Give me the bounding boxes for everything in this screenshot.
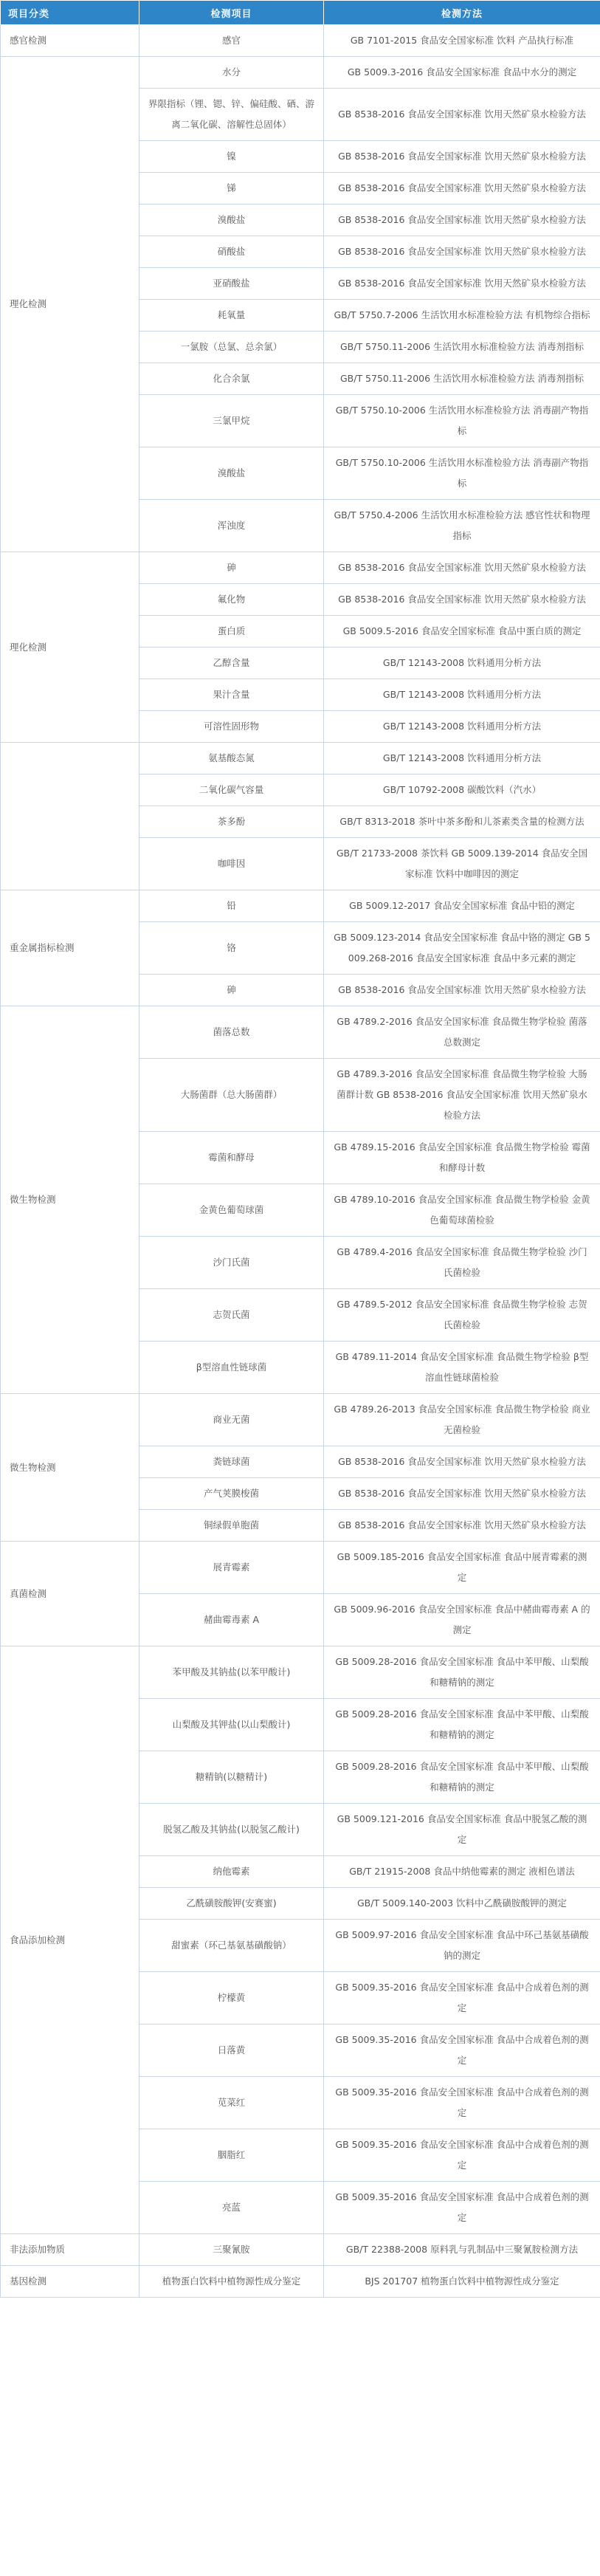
method-cell: GB 5009.35-2016 食品安全国家标准 食品中合成着色剂的测定 <box>324 2024 600 2077</box>
table-row <box>1 57 600 89</box>
item-cell: 苋菜红 <box>139 2077 324 2129</box>
method-cell: GB 4789.10-2016 食品安全国家标准 食品微生物学检验 金黄色葡萄球菌检验 <box>324 1184 600 1237</box>
method-cell: GB/T 21733-2008 茶饮料 GB 5009.139-2014 食品安全国家标准 饮料中咖啡因的测定 <box>324 838 600 890</box>
item-cell: 砷 <box>139 552 324 584</box>
item-cell: 氟化物 <box>139 584 324 616</box>
method-cell: GB 5009.35-2016 食品安全国家标准 食品中合成着色剂的测定 <box>324 2129 600 2182</box>
category-cell <box>1 743 139 890</box>
method-cell: BJS 201707 植物蛋白饮料中植物源性成分鉴定 <box>324 2266 600 2298</box>
method-cell: GB 5009.28-2016 食品安全国家标准 食品中苯甲酸、山梨酸和糖精钠的测定 <box>324 1699 600 1751</box>
method-cell: GB 7101-2015 食品安全国家标准 饮料 产品执行标准 <box>324 25 600 57</box>
item-cell: 可溶性固形物 <box>139 711 324 743</box>
category-cell: 理化检测 <box>1 552 139 743</box>
item-cell: 柠檬黄 <box>139 1972 324 2024</box>
method-cell: GB 5009.5-2016 食品安全国家标准 食品中蛋白质的测定 <box>324 616 600 648</box>
method-cell: GB 8538-2016 食品安全国家标准 饮用天然矿泉水检验方法 <box>324 1510 600 1542</box>
method-cell: GB/T 5750.10-2006 生活饮用水标准检验方法 消毒副产物指标 <box>324 395 600 447</box>
method-cell: GB 5009.35-2016 食品安全国家标准 食品中合成着色剂的测定 <box>324 2077 600 2129</box>
item-cell: 果汁含量 <box>139 679 324 711</box>
method-cell: GB 8538-2016 食品安全国家标准 饮用天然矿泉水检验方法 <box>324 141 600 173</box>
method-cell: GB/T 12143-2008 饮料通用分析方法 <box>324 711 600 743</box>
table-row <box>1 1542 600 1594</box>
item-cell: 商业无菌 <box>139 1394 324 1446</box>
method-cell: GB 5009.123-2014 食品安全国家标准 食品中铬的测定 GB 5009.268-2016 食品安全国家标准 食品中多元素的测定 <box>324 922 600 975</box>
method-cell: GB 8538-2016 食品安全国家标准 饮用天然矿泉水检验方法 <box>324 89 600 141</box>
method-cell: GB 8538-2016 食品安全国家标准 饮用天然矿泉水检验方法 <box>324 584 600 616</box>
item-cell: 霉菌和酵母 <box>139 1132 324 1184</box>
table-row <box>1 743 600 774</box>
table-header-row <box>1 1 600 25</box>
item-cell: 感官 <box>139 25 324 57</box>
method-cell: GB/T 8313-2018 茶叶中茶多酚和儿茶素类含量的检测方法 <box>324 806 600 838</box>
item-cell: 金黄色葡萄球菌 <box>139 1184 324 1237</box>
table-row <box>1 1646 600 1699</box>
item-cell: 蛋白质 <box>139 616 324 648</box>
method-cell: GB/T 10792-2008 碳酸饮料（汽水） <box>324 774 600 806</box>
method-cell: GB/T 12143-2008 饮料通用分析方法 <box>324 743 600 774</box>
item-cell: 硝酸盐 <box>139 236 324 268</box>
item-cell: 耗氧量 <box>139 300 324 332</box>
method-cell: GB/T 5750.10-2006 生活饮用水标准检验方法 消毒副产物指标 <box>324 447 600 500</box>
category-cell: 微生物检测 <box>1 1006 139 1394</box>
table-row <box>1 890 600 922</box>
method-cell: GB/T 5750.4-2006 生活饮用水标准检验方法 感官性状和物理指标 <box>324 500 600 552</box>
method-cell: GB 8538-2016 食品安全国家标准 饮用天然矿泉水检验方法 <box>324 1478 600 1510</box>
item-cell: 铅 <box>139 890 324 922</box>
method-cell: GB/T 22388-2008 原料乳与乳制品中三聚氰胺检测方法 <box>324 2234 600 2266</box>
table-body <box>1 25 600 2298</box>
item-cell: 日落黄 <box>139 2024 324 2077</box>
item-cell: 咖啡因 <box>139 838 324 890</box>
method-cell: GB 5009.35-2016 食品安全国家标准 食品中合成着色剂的测定 <box>324 1972 600 2024</box>
header-category: 项目分类 <box>1 1 139 25</box>
item-cell: 砷 <box>139 975 324 1006</box>
item-cell: 二氧化碳气容量 <box>139 774 324 806</box>
method-cell: GB 4789.4-2016 食品安全国家标准 食品微生物学检验 沙门氏菌检验 <box>324 1237 600 1289</box>
item-cell: 纳他霉素 <box>139 1856 324 1888</box>
item-cell: 产气荚膜梭菌 <box>139 1478 324 1510</box>
item-cell: 溴酸盐 <box>139 205 324 236</box>
method-cell: GB 8538-2016 食品安全国家标准 饮用天然矿泉水检验方法 <box>324 268 600 300</box>
item-cell: 水分 <box>139 57 324 89</box>
method-cell: GB 8538-2016 食品安全国家标准 饮用天然矿泉水检验方法 <box>324 173 600 205</box>
method-cell: GB 4789.11-2014 食品安全国家标准 食品微生物学检验 β型溶血性链球菌检验 <box>324 1342 600 1394</box>
method-cell: GB 8538-2016 食品安全国家标准 饮用天然矿泉水检验方法 <box>324 236 600 268</box>
method-cell: GB 4789.5-2012 食品安全国家标准 食品微生物学检验 志贺氏菌检验 <box>324 1289 600 1342</box>
item-cell: 沙门氏菌 <box>139 1237 324 1289</box>
table-row <box>1 25 600 57</box>
item-cell: 锑 <box>139 173 324 205</box>
item-cell: 三氯甲烷 <box>139 395 324 447</box>
method-cell: GB/T 21915-2008 食品中纳他霉素的测定 液相色谱法 <box>324 1856 600 1888</box>
method-cell: GB 8538-2016 食品安全国家标准 饮用天然矿泉水检验方法 <box>324 1446 600 1478</box>
method-cell: GB 4789.26-2013 食品安全国家标准 食品微生物学检验 商业无菌检验 <box>324 1394 600 1446</box>
header-method: 检测方法 <box>324 1 600 25</box>
item-cell: 界限指标（锂、锶、锌、偏硅酸、硒、游离二氧化碳、溶解性总固体） <box>139 89 324 141</box>
table-row <box>1 552 600 584</box>
item-cell: 糖精钠(以糖精计) <box>139 1751 324 1804</box>
item-cell: 粪链球菌 <box>139 1446 324 1478</box>
method-cell: GB 8538-2016 食品安全国家标准 饮用天然矿泉水检验方法 <box>324 205 600 236</box>
method-cell: GB/T 5750.11-2006 生活饮用水标准检验方法 消毒剂指标 <box>324 332 600 363</box>
category-cell: 基因检测 <box>1 2266 139 2298</box>
method-cell: GB 5009.35-2016 食品安全国家标准 食品中合成着色剂的测定 <box>324 2182 600 2234</box>
table-row <box>1 2266 600 2298</box>
item-cell: 甜蜜素（环己基氨基磺酸钠） <box>139 1920 324 1972</box>
method-cell: GB 5009.96-2016 食品安全国家标准 食品中赭曲霉毒素 A 的测定 <box>324 1594 600 1646</box>
item-cell: 植物蛋白饮料中植物源性成分鉴定 <box>139 2266 324 2298</box>
item-cell: 大肠菌群（总大肠菌群） <box>139 1059 324 1132</box>
method-cell: GB 4789.15-2016 食品安全国家标准 食品微生物学检验 霉菌和酵母计数 <box>324 1132 600 1184</box>
item-cell: 乙酰磺胺酸钾(安赛蜜) <box>139 1888 324 1920</box>
table-row <box>1 2234 600 2266</box>
method-cell: GB 5009.28-2016 食品安全国家标准 食品中苯甲酸、山梨酸和糖精钠的测定 <box>324 1751 600 1804</box>
item-cell: 溴酸盐 <box>139 447 324 500</box>
table-row <box>1 1394 600 1446</box>
table-row <box>1 1006 600 1059</box>
category-cell: 重金属指标检测 <box>1 890 139 1006</box>
category-cell: 感官检测 <box>1 25 139 57</box>
item-cell: 茶多酚 <box>139 806 324 838</box>
method-cell: GB 5009.3-2016 食品安全国家标准 食品中水分的测定 <box>324 57 600 89</box>
item-cell: 镍 <box>139 141 324 173</box>
category-cell: 非法添加物质 <box>1 2234 139 2266</box>
item-cell: 亚硝酸盐 <box>139 268 324 300</box>
item-cell: 志贺氏菌 <box>139 1289 324 1342</box>
item-cell: 亮蓝 <box>139 2182 324 2234</box>
method-cell: GB 5009.185-2016 食品安全国家标准 食品中展青霉素的测定 <box>324 1542 600 1594</box>
item-cell: 铜绿假单胞菌 <box>139 1510 324 1542</box>
method-cell: GB 5009.12-2017 食品安全国家标准 食品中铅的测定 <box>324 890 600 922</box>
item-cell: 浑浊度 <box>139 500 324 552</box>
item-cell: 菌落总数 <box>139 1006 324 1059</box>
category-cell: 食品添加检测 <box>1 1646 139 2234</box>
item-cell: 展青霉素 <box>139 1542 324 1594</box>
method-cell: GB/T 5009.140-2003 饮料中乙酰磺胺酸钾的测定 <box>324 1888 600 1920</box>
item-cell: 脱氢乙酸及其钠盐(以脱氢乙酸计) <box>139 1804 324 1856</box>
method-cell: GB 8538-2016 食品安全国家标准 饮用天然矿泉水检验方法 <box>324 975 600 1006</box>
item-cell: 赭曲霉毒素 A <box>139 1594 324 1646</box>
item-cell: 乙醇含量 <box>139 648 324 679</box>
method-cell: GB/T 12143-2008 饮料通用分析方法 <box>324 679 600 711</box>
method-cell: GB 4789.3-2016 食品安全国家标准 食品微生物学检验 大肠菌群计数 GB 8538-2016 食品安全国家标准 饮用天然矿泉水检验方法 <box>324 1059 600 1132</box>
method-cell: GB/T 5750.7-2006 生活饮用水标准检验方法 有机物综合指标 <box>324 300 600 332</box>
item-cell: 一氯胺（总氯、总余氯） <box>139 332 324 363</box>
item-cell: 三聚氰胺 <box>139 2234 324 2266</box>
method-cell: GB 8538-2016 食品安全国家标准 饮用天然矿泉水检验方法 <box>324 552 600 584</box>
category-cell: 理化检测 <box>1 57 139 552</box>
category-cell: 微生物检测 <box>1 1394 139 1542</box>
item-cell: 氨基酸态氮 <box>139 743 324 774</box>
item-cell: 胭脂红 <box>139 2129 324 2182</box>
method-cell: GB 5009.97-2016 食品安全国家标准 食品中环己基氨基磺酸钠的测定 <box>324 1920 600 1972</box>
item-cell: 化合余氯 <box>139 363 324 395</box>
method-cell: GB 5009.121-2016 食品安全国家标准 食品中脱氢乙酸的测定 <box>324 1804 600 1856</box>
item-cell: β型溶血性链球菌 <box>139 1342 324 1394</box>
item-cell: 山梨酸及其钾盐(以山梨酸计) <box>139 1699 324 1751</box>
item-cell: 苯甲酸及其钠盐(以苯甲酸计) <box>139 1646 324 1699</box>
method-cell: GB/T 5750.11-2006 生活饮用水标准检验方法 消毒剂指标 <box>324 363 600 395</box>
category-cell: 真菌检测 <box>1 1542 139 1646</box>
item-cell: 铬 <box>139 922 324 975</box>
header-item: 检测项目 <box>139 1 324 25</box>
method-cell: GB 4789.2-2016 食品安全国家标准 食品微生物学检验 菌落总数测定 <box>324 1006 600 1059</box>
method-cell: GB/T 12143-2008 饮料通用分析方法 <box>324 648 600 679</box>
method-cell: GB 5009.28-2016 食品安全国家标准 食品中苯甲酸、山梨酸和糖精钠的测定 <box>324 1646 600 1699</box>
